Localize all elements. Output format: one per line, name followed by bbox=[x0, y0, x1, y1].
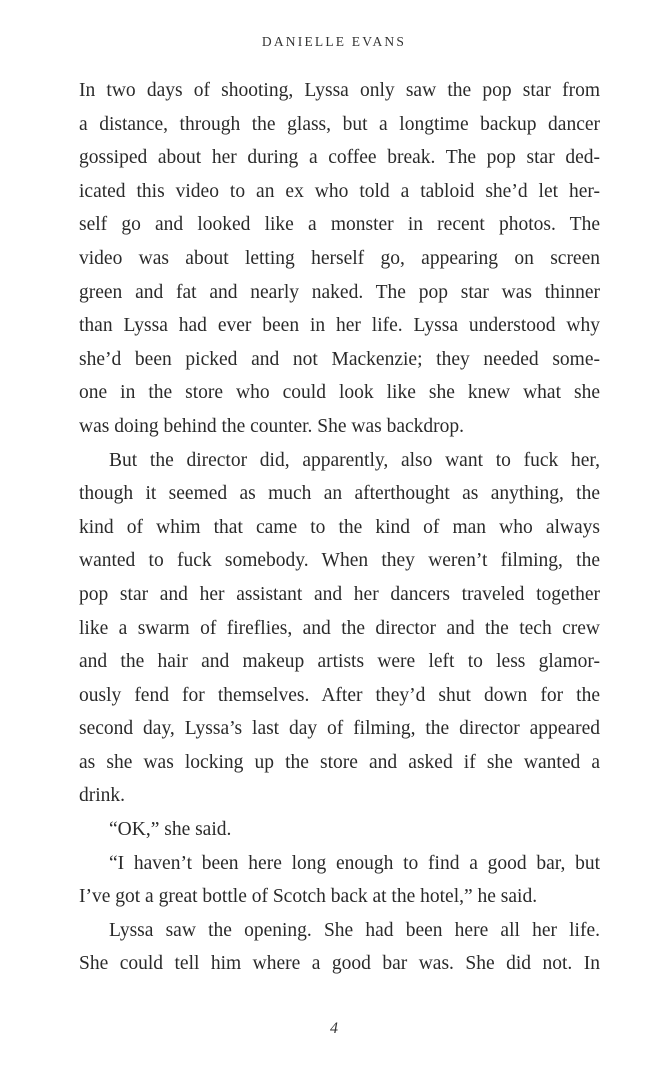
text-line: But the director did, apparently, also want to fuck her, bbox=[109, 449, 600, 471]
text-line: “OK,” she said. bbox=[109, 819, 232, 841]
text-line: a distance, through the glass, but a longtime backup dancer bbox=[79, 113, 600, 135]
text-line: kind of whim that came to the kind of man who always bbox=[79, 516, 600, 538]
text-line: drink. bbox=[79, 785, 126, 807]
text-line: video was about letting herself go, appearing on screen bbox=[79, 247, 600, 269]
text-line: like a swarm of fireflies, and the director and the tech crew bbox=[79, 617, 600, 639]
text-line: was doing behind the counter. She was backdrop. bbox=[79, 415, 465, 437]
text-line: she’d been picked and not Mackenzie; they needed some- bbox=[79, 348, 600, 370]
text-line: gossiped about her during a coffee break. The pop star ded- bbox=[79, 147, 600, 169]
body-text bbox=[79, 74, 600, 981]
text-line: Lyssa saw the opening. She had been here all her life. bbox=[109, 919, 600, 941]
text-line: pop star and her assistant and her dancers traveled together bbox=[79, 583, 600, 605]
text-line: as she was locking up the store and asked if she wanted a bbox=[79, 751, 600, 773]
text-line: icated this video to an ex who told a tabloid she’d let her- bbox=[79, 180, 600, 202]
text-line: ously fend for themselves. After they’d shut down for the bbox=[79, 684, 600, 706]
text-line: She could tell him where a good bar was. She did not. In bbox=[79, 953, 600, 975]
text-line: second day, Lyssa’s last day of filming, the director appeared bbox=[79, 718, 600, 740]
text-line: one in the store who could look like she knew what she bbox=[79, 382, 600, 404]
text-line: green and fat and nearly naked. The pop star was thinner bbox=[79, 281, 600, 303]
paragraph bbox=[79, 847, 600, 914]
text-line: though it seemed as much an afterthought as anything, the bbox=[79, 483, 600, 505]
text-line: “I haven’t been here long enough to find a good bar, but bbox=[109, 852, 600, 874]
paragraph bbox=[79, 444, 600, 814]
page-number: 4 bbox=[330, 1020, 338, 1037]
text-line: In two days of shooting, Lyssa only saw the pop star from bbox=[79, 80, 600, 101]
text-line: self go and looked like a monster in recent photos. The bbox=[79, 214, 600, 236]
text-line: wanted to fuck somebody. When they weren’t filming, the bbox=[79, 550, 600, 572]
paragraph bbox=[79, 74, 600, 444]
text-line: I’ve got a great bottle of Scotch back at the hotel,” he said. bbox=[79, 886, 538, 908]
paragraph bbox=[79, 914, 600, 981]
text-line: and the hair and makeup artists were left to less glamor- bbox=[79, 651, 600, 673]
running-head: DANIELLE EVANS bbox=[261, 34, 407, 49]
paragraph bbox=[79, 813, 600, 847]
text-line: than Lyssa had ever been in her life. Lyssa understood why bbox=[79, 315, 600, 337]
